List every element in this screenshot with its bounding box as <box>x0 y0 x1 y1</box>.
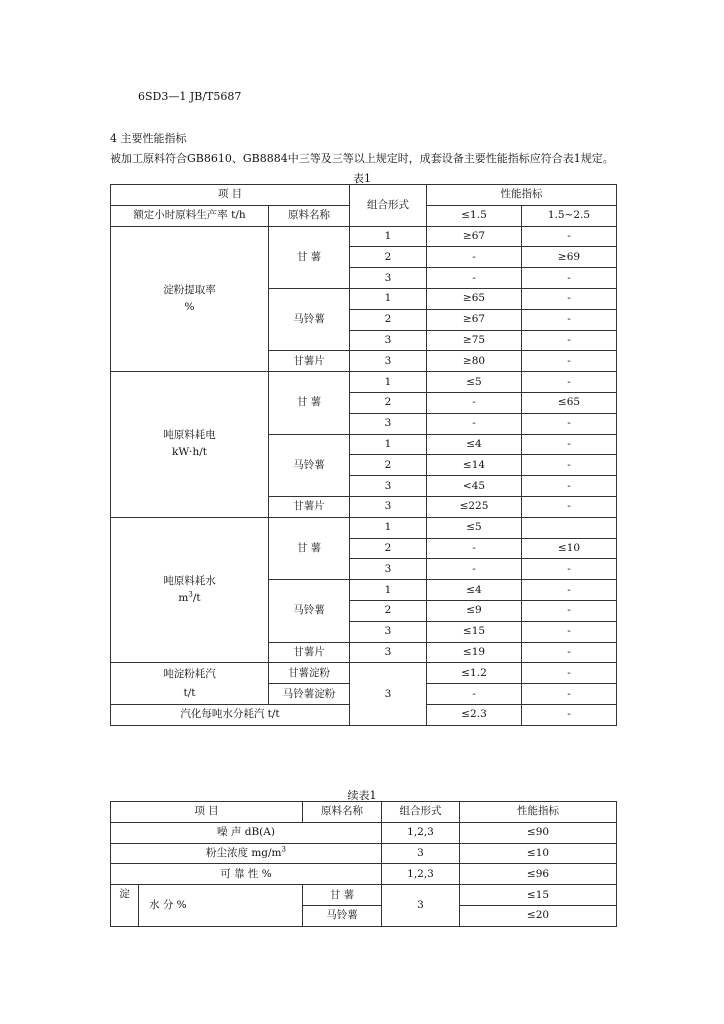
value-cell: ≤90 <box>460 822 617 843</box>
combination-cell: 3 <box>350 413 427 434</box>
value-cell: - <box>427 538 522 559</box>
value-cell: <45 <box>427 476 522 497</box>
header-combination: 组合形式 <box>350 185 427 227</box>
value-cell: - <box>522 642 617 663</box>
value-cell: - <box>427 392 522 413</box>
combination-cell: 1 <box>350 517 427 538</box>
value-cell: ≥80 <box>427 351 522 372</box>
value-cell: - <box>522 704 617 725</box>
material-cell: 马铃薯 <box>303 905 382 926</box>
header-material: 原料名称 <box>269 205 350 226</box>
performance-table <box>110 184 617 726</box>
combination-cell: 1 <box>350 580 427 601</box>
value-cell: ≤1.2 <box>427 663 522 684</box>
section-heading: 4 主要性能指标 <box>110 132 187 145</box>
table-header-row <box>111 185 617 206</box>
header-range-1: ≤1.5 <box>427 205 522 226</box>
table-row <box>111 822 617 843</box>
header-material: 原料名称 <box>303 802 382 823</box>
material-cell: 甘薯片 <box>269 351 350 372</box>
value-cell: ≤10 <box>522 538 617 559</box>
material-cell: 马铃薯淀粉 <box>269 684 350 705</box>
value-cell: - <box>522 476 617 497</box>
table-header-row <box>111 802 617 823</box>
header-combination: 组合形式 <box>382 802 460 823</box>
value-cell: - <box>427 559 522 580</box>
value-cell: ≤96 <box>460 864 617 885</box>
combination-cell: 3 <box>350 351 427 372</box>
combination-cell: 1 <box>350 288 427 309</box>
combination-cell: 3 <box>350 621 427 642</box>
power-label: 吨原料耗电 <box>163 429 216 442</box>
combination-cell: 1,2,3 <box>382 864 460 885</box>
value-cell: ≥65 <box>427 288 522 309</box>
value-cell: ≤10 <box>460 843 617 864</box>
value-cell: ≤15 <box>427 621 522 642</box>
value-cell: - <box>427 684 522 705</box>
combination-cell: 3 <box>350 559 427 580</box>
value-cell: ≤225 <box>427 496 522 517</box>
combination-cell: 3 <box>350 330 427 351</box>
combination-cell: 3 <box>350 476 427 497</box>
table1-caption: 表1 <box>353 172 371 185</box>
continued-table <box>110 801 617 927</box>
moisture-side-label: 淀 <box>111 885 139 927</box>
water-unit: $m^3/t$ <box>178 590 201 605</box>
document-header: 6SD3—1 JB/T5687 <box>138 90 242 103</box>
value-cell: ≥67 <box>427 226 522 247</box>
value-cell: - <box>522 580 617 601</box>
material-cell: 甘薯片 <box>269 496 350 517</box>
material-cell: 甘薯片 <box>269 642 350 663</box>
value-cell: - <box>522 309 617 330</box>
value-cell: - <box>522 226 617 247</box>
table-row <box>111 843 617 864</box>
value-cell: ≤65 <box>522 392 617 413</box>
combination-cell: 1,2,3 <box>382 822 460 843</box>
header-item: 项 目 <box>111 185 350 206</box>
value-cell: - <box>522 413 617 434</box>
combination-cell: 2 <box>350 392 427 413</box>
reliability-label: 可 靠 性 % <box>111 864 382 885</box>
material-cell: 甘薯淀粉 <box>269 663 350 684</box>
steam-label-cell <box>111 663 269 705</box>
water-label-cell <box>111 517 269 663</box>
dust-label-cell: 粉尘浓度 $mg/m^3$ <box>111 843 382 864</box>
value-cell: - <box>522 600 617 621</box>
moisture-label: 水 分 % <box>139 885 303 927</box>
water-label: 吨原料耗水 <box>163 575 216 588</box>
value-cell: ≤20 <box>460 905 617 926</box>
value-cell: - <box>522 268 617 289</box>
value-cell: - <box>522 455 617 476</box>
value-cell: - <box>522 288 617 309</box>
material-cell: 甘 薯 <box>303 885 382 906</box>
starch-rate-unit: % <box>184 300 195 313</box>
dust-label: 粉尘浓度 mg/m <box>206 846 282 859</box>
evap-label: 汽化每吨水分耗汽 t/t <box>111 704 350 725</box>
material-cell: 马铃薯 <box>269 434 350 496</box>
combination-cell: 3 <box>382 843 460 864</box>
value-cell: ≤4 <box>427 580 522 601</box>
value-cell: ≤4 <box>427 434 522 455</box>
value-cell: ≤5 <box>427 372 522 393</box>
combination-cell: 1 <box>350 372 427 393</box>
table-row <box>111 864 617 885</box>
value-cell: ≤5 <box>427 517 522 538</box>
table2-caption: 续表1 <box>347 789 377 802</box>
value-cell: - <box>522 434 617 455</box>
value-cell: ≤15 <box>460 885 617 906</box>
combination-cell: 3 <box>350 268 427 289</box>
material-cell: 甘 薯 <box>269 372 350 434</box>
value-cell: ≤19 <box>427 642 522 663</box>
value-cell: - <box>522 330 617 351</box>
starch-rate-label-cell <box>111 226 269 372</box>
value-cell: - <box>522 621 617 642</box>
header-performance: 性能指标 <box>427 185 617 206</box>
combination-cell: 3 <box>350 663 427 725</box>
value-cell: ≥67 <box>427 309 522 330</box>
combination-cell: 2 <box>350 247 427 268</box>
value-cell: ≤14 <box>427 455 522 476</box>
header-item: 项 目 <box>111 802 303 823</box>
combination-cell: 2 <box>350 455 427 476</box>
value-cell: - <box>522 351 617 372</box>
value-cell: - <box>427 413 522 434</box>
value-cell: ≥69 <box>522 247 617 268</box>
material-cell: 甘 薯 <box>269 517 350 579</box>
power-unit: kW·h/t <box>171 446 207 459</box>
combination-cell: 1 <box>350 226 427 247</box>
header-performance: 性能指标 <box>460 802 617 823</box>
table-row <box>111 226 617 247</box>
material-cell: 甘 薯 <box>269 226 350 288</box>
value-cell: - <box>427 268 522 289</box>
steam-unit: t/t <box>183 686 196 699</box>
header-capacity: 额定小时原料生产率 t/h <box>111 205 269 226</box>
combination-cell: 1 <box>350 434 427 455</box>
value-cell: - <box>427 247 522 268</box>
combination-cell: 2 <box>350 309 427 330</box>
table-row <box>111 885 617 906</box>
noise-label: 噪 声 dB(A) <box>111 822 382 843</box>
combination-cell: 2 <box>350 538 427 559</box>
power-label-cell <box>111 372 269 518</box>
value-cell: - <box>522 559 617 580</box>
combination-cell: 3 <box>350 496 427 517</box>
value-cell: - <box>522 663 617 684</box>
table-row <box>111 372 617 393</box>
value-cell: ≥75 <box>427 330 522 351</box>
value-cell: ≤2.3 <box>427 704 522 725</box>
table-row <box>111 663 617 684</box>
intro-paragraph: 被加工原料符合GB8610、GB8884中三等及三等以上规定时，成套设备主要性能指标应符合表1规定。 <box>110 152 614 165</box>
steam-label: 吨淀粉耗汽 <box>163 667 216 680</box>
value-cell <box>522 517 617 538</box>
combination-cell: 2 <box>350 600 427 621</box>
combination-cell: 3 <box>350 642 427 663</box>
header-range-2: 1.5~2.5 <box>522 205 617 226</box>
material-cell: 马铃薯 <box>269 580 350 642</box>
starch-rate-label: 淀粉提取率 <box>163 283 216 296</box>
combination-cell: 3 <box>382 885 460 927</box>
table-row <box>111 517 617 538</box>
value-cell: - <box>522 496 617 517</box>
value-cell: ≤9 <box>427 600 522 621</box>
value-cell: - <box>522 372 617 393</box>
value-cell: - <box>522 684 617 705</box>
material-cell: 马铃薯 <box>269 288 350 350</box>
